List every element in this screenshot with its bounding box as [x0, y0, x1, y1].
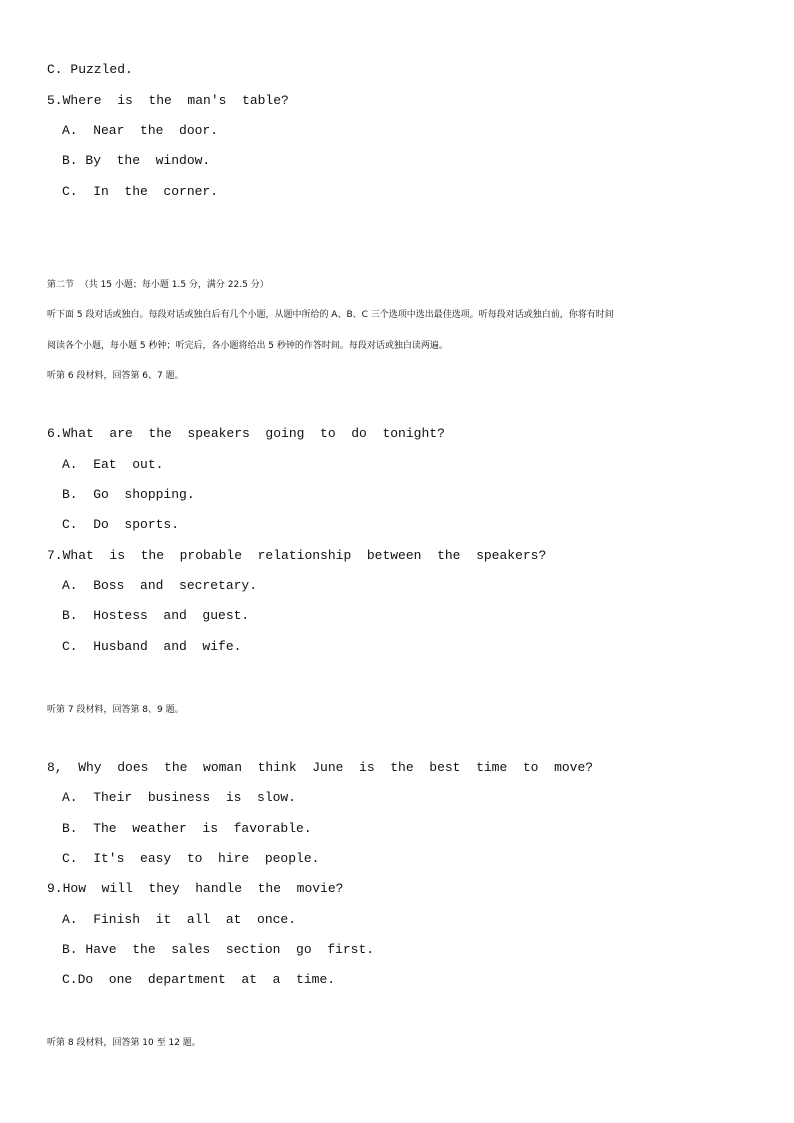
material-6-note: 听第 6 段材料，回答第 6、7 题。: [47, 371, 184, 381]
option-c-q5: C. In the corner.: [62, 184, 219, 199]
option-b-q7: B. Hostess and guest.: [62, 608, 250, 623]
option-c-q9: C.Do one department at a time.: [62, 972, 336, 987]
option-a-q5: A. Near the door.: [62, 123, 219, 138]
question-9: 9.How will they handle the movie?: [47, 881, 344, 896]
instructions-line-2: 阅读各个小题，每小题 5 秒钟；听完后，各小题将给出 5 秒钟的作答时间。每段对话或独白读两遍。: [47, 341, 448, 351]
option-a-q9: A. Finish it all at once.: [62, 912, 297, 927]
material-8-note: 听第 8 段材料，回答第 10 至 12 题。: [47, 1038, 201, 1048]
option-c-q6: C. Do sports.: [62, 517, 180, 532]
option-c-q4: C. Puzzled.: [47, 62, 133, 77]
option-a-q6: A. Eat out.: [62, 457, 164, 472]
question-6: 6.What are the speakers going to do tonight?: [47, 426, 445, 441]
option-a-q8: A. Their business is slow.: [62, 790, 297, 805]
material-7-note: 听第 7 段材料，回答第 8、9 题。: [47, 705, 184, 715]
option-a-q7: A. Boss and secretary.: [62, 578, 258, 593]
option-c-q8: C. It's easy to hire people.: [62, 851, 320, 866]
option-b-q5: B. By the window.: [62, 153, 211, 168]
option-c-q7: C. Husband and wife.: [62, 639, 242, 654]
instructions-line-1: 听下面 5 段对话或独白。每段对话或独白后有几个小题，从题中所给的 A、B、C 三个选项中选出最佳选项。听每段对话或独白前，你将有时间: [47, 310, 614, 320]
option-b-q6: B. Go shopping.: [62, 487, 195, 502]
option-b-q9: B. Have the sales section go first.: [62, 942, 375, 957]
question-7: 7.What is the probable relationship between the speakers?: [47, 548, 547, 563]
question-8: 8, Why does the woman think June is the best time to move?: [47, 760, 594, 775]
option-b-q8: B. The weather is favorable.: [62, 821, 312, 836]
question-5: 5.Where is the man's table?: [47, 93, 289, 108]
section-heading: 第二节 （共 15 小题；每小题 1.5 分，满分 22.5 分）: [47, 280, 269, 290]
